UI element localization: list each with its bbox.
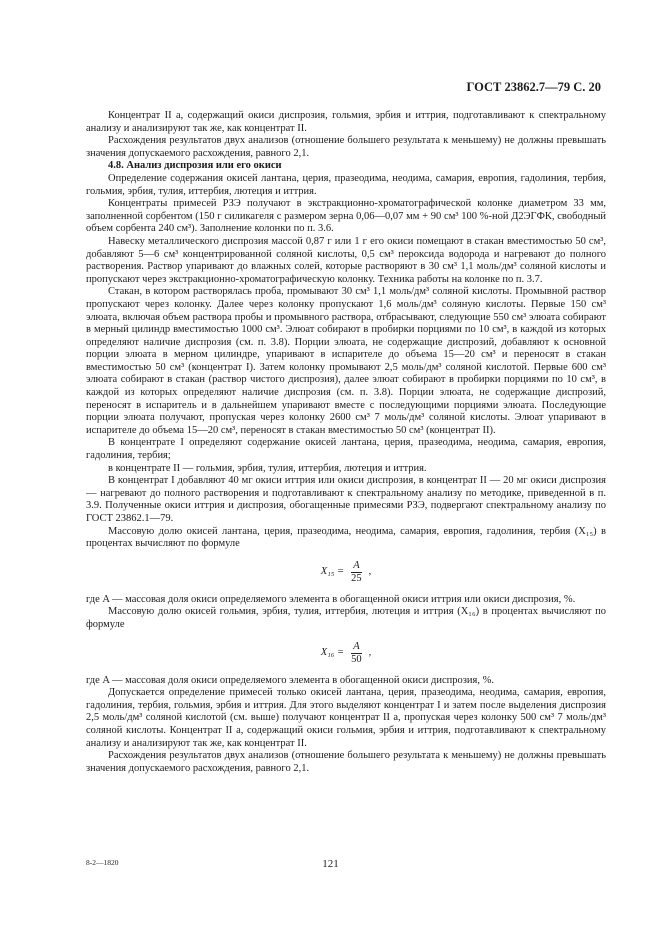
paragraph: Расхождения результатов двух анализов (отношение большего результата к меньшему) не должны превышать значения допускаемого расхождения, равного 2,1. bbox=[86, 750, 606, 774]
fraction-numerator: A bbox=[353, 640, 360, 652]
paragraph: в концентрате II — гольмия, эрбия, тулия, иттербия, лютеция и иттрия. bbox=[108, 462, 427, 474]
formula-lhs: X₁₅ = bbox=[320, 565, 345, 577]
paragraph: Массовую долю окисей гольмия, эрбия, тулия, иттербия, лютеция и иттрия (X₁₆) в процентах вычисляют по формуле bbox=[86, 606, 606, 630]
where-clause: где A — массовая доля окиси определяемого элемента в обогащенной окиси диспрозия, %. bbox=[86, 674, 494, 686]
paragraph: Массовую долю окисей лантана, церия, празеодима, неодима, самария, европия, гадолиния, тербия (X₁₅) в процентах вычисляют по формуле bbox=[86, 525, 606, 550]
paragraph: В концентрате I определяют содержание окисей лантана, церия, празеодима, неодима, самария, европия, гадолиния, тербия; bbox=[86, 437, 606, 462]
formula-fraction bbox=[349, 641, 364, 666]
paragraph: Допускается определение примесей только окисей лантана, церия, празеодима, неодима, самария, европия, гадолиния, тербия, гольмия, эрбия и иттрия. Для этого выделяют концентрат I и затем после выделения диспрозия 2,5 моль/дм³ соляной кислотой (см. выше) получают концентрат II а, пропуская через колонку 500 см³ 7 моль/дм³ соляной кислоты. Концентрат II а, содержащий окиси гольмия, эрбия и иттрия, подготавливают к спектральному анализу и анализируют так же, как концентрат II. bbox=[86, 687, 606, 749]
fraction-denominator: 50 bbox=[351, 653, 362, 665]
formula-x15 bbox=[86, 560, 606, 585]
formula-x16 bbox=[86, 641, 606, 666]
paragraph: Определение содержания окисей лантана, церия, празеодима, неодима, самария, европия, гадолиния, тербия, гольмия, эрбия, тулия, иттербия, лютеция и иттрия. bbox=[86, 172, 606, 197]
paragraph: Стакан, в котором растворялась проба, промывают 30 см³ 1,1 моль/дм³ соляной кислоты. Промывной раствор пропускают через колонку. Далее через колонку пропускают 1,6 моль/дм³ соляную кислоты. Первые 150 см³ элюата, включая объем раствора пробы и промывного раствора, отбрасывают, следующие 550 см³ элюата собирают в мерный цилиндр вместимостью 1000 см³. Элюат собирают в пробирки порциями по 10 см³, в каждой из которых определяют наличие диспрозия (см. п. 3.8). Порции элюата, не содержащие диспрозий, добавляют к основной порции элюата в мерном цилиндре, упаривают в испарителе до объема 15—20 см³ и переносят в стакан вместимостью 50 см³ (концентрат I). Затем колонку промывают 2,5 моль/дм³ соляной кислотой. Первые 600 см³ элюата собирают в стакан (раствор чистого диспрозия), далее элюат собирают в пробирки порциями по 10 см³, в каждой из которых определяют наличие диспрозия (см. п. 3.8). Порции элюата, не содержащие диспрозий, переносят в испаритель и в дальнейшем упаривают вместе с последующими порциями элюата. Последующие порции элюата получают, пропуская через колонку 2600 см³ 7 моль/дм³ соляной кислоты. Элюат упаривают в испарителе до объема 15—20 см³, переносят в стакан вместимостью 50 см³ (концентрат II). bbox=[86, 286, 606, 436]
print-code: 8-2—1820 bbox=[86, 858, 119, 867]
paragraph: В концентрат I добавляют 40 мг окиси иттрия или окиси диспрозия, в концентрат II — 20 мг окиси диспрозия — нагревают до полного растворения и подготавливают к спектральному анализу по методике, приведенной в п. 3.9. Полученные окиси иттрия и диспрозия, обогащенные примесями РЗЭ, подвергают спектральному анализу по ГОСТ 23862.1—79. bbox=[86, 475, 606, 524]
where-clause: где A — массовая доля окиси определяемого элемента в обогащенной окиси иттрия или окиси диспрозия, %. bbox=[86, 593, 576, 605]
fraction-numerator: A bbox=[353, 559, 360, 571]
formula-lhs: X₁₆ = bbox=[320, 646, 345, 658]
page-number: 121 bbox=[322, 858, 339, 870]
page-header: ГОСТ 23862.7—79 С. 20 bbox=[466, 80, 601, 94]
paragraph: Концентраты примесей РЗЭ получают в экстракционно-хроматографической колонке диаметром 33 мм, заполненной сорбентом (150 г силикагеля с размером зерна 0,06—0,07 мм + 90 см³ 100 %-ной Д2ЭГФК, свободный объем сорбента 240 см³). Заполнение колонки по п. 3.6. bbox=[86, 198, 606, 235]
formula-tail: , bbox=[368, 646, 372, 658]
paragraph: Навеску металлического диспрозия массой 0,87 г или 1 г его окиси помещают в стакан вместимостью 50 см³, добавляют 5—6 см³ концентрированной соляной кислоты, 0,5 см³ пероксида водорода и нагревают до полного растворения. Раствор упаривают до влажных солей, которые растворяют в 30 см³ 1,1 моль/дм³ соляной кислоты и пропускают через экстракционно-хроматографическую колонку. Техника работы на колонке по п. 3.7. bbox=[86, 235, 606, 285]
formula-tail: , bbox=[368, 565, 372, 577]
paragraph: Расхождения результатов двух анализов (отношение большего результата к меньшему) не должны превышать значения допускаемого расхождения, равного 2,1. bbox=[86, 135, 606, 159]
fraction-denominator: 25 bbox=[351, 572, 362, 584]
section-title: 4.8. Анализ диспрозия или его окиси bbox=[108, 160, 282, 172]
formula-fraction bbox=[349, 560, 364, 585]
paragraph: Концентрат II а, содержащий окиси диспрозия, гольмия, эрбия и иттрия, подготавливают к спектральному анализу и анализируют так же, как концентрат II. bbox=[86, 110, 606, 134]
document-body bbox=[86, 110, 606, 775]
